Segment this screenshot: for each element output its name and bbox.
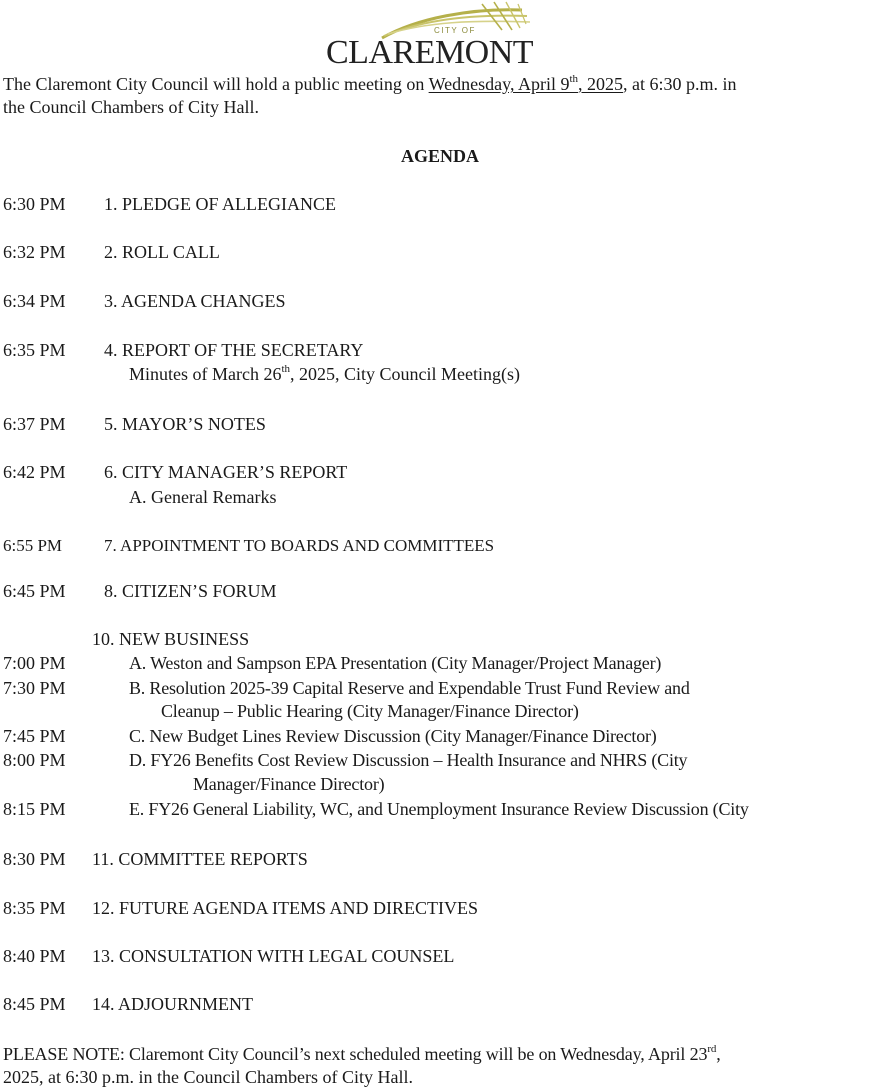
new-business-item: E. FY26 General Liability, WC, and Unemployment Insurance Review Discussion (City: [129, 799, 749, 819]
note-sup: rd: [707, 1043, 717, 1055]
item-time: 8:15 PM: [3, 799, 66, 819]
note-line-2: 2025, at 6:30 p.m. in the Council Chambers of City Hall.: [3, 1067, 413, 1087]
item-time: 8:35 PM: [3, 898, 66, 918]
agenda-item-label: 10. NEW BUSINESS: [92, 629, 250, 649]
new-business-item: B. Resolution 2025-39 Capital Reserve and Expendable Trust Fund Review and: [129, 678, 690, 698]
item-time: 6:30 PM: [3, 194, 66, 214]
agenda-title: AGENDA: [401, 146, 480, 166]
item-time: 6:37 PM: [3, 414, 66, 434]
item-time: 7:30 PM: [3, 678, 66, 698]
note-text-after: ,: [716, 1044, 721, 1064]
item-time: 7:00 PM: [3, 653, 66, 673]
item-time: 8:00 PM: [3, 750, 66, 770]
new-business-item-continued: Manager/Finance Director): [193, 774, 385, 794]
item-time: 7:45 PM: [3, 726, 66, 746]
agenda-item-label: 11. COMMITTEE REPORTS: [92, 849, 308, 869]
meeting-date: [429, 74, 623, 94]
agenda-item-label: 5. MAYOR’S NOTES: [104, 414, 266, 434]
item-time: 6:35 PM: [3, 340, 66, 360]
item-time: 6:45 PM: [3, 581, 66, 601]
agenda-subitem: A. General Remarks: [129, 487, 277, 507]
note-text: PLEASE NOTE: Claremont City Council’s next scheduled meeting will be on Wednesday, April 23: [3, 1044, 708, 1064]
subitem-text: Minutes of March 26: [129, 364, 282, 384]
item-time: 6:55 PM: [3, 536, 63, 555]
city-logo: [322, 0, 546, 72]
item-time: 6:34 PM: [3, 291, 66, 311]
agenda-item-label: 12. FUTURE AGENDA ITEMS AND DIRECTIVES: [92, 898, 479, 918]
note-line-1: [3, 1043, 721, 1065]
agenda-item-label: 2. ROLL CALL: [104, 242, 220, 262]
item-time: 6:32 PM: [3, 242, 66, 262]
item-time: 8:45 PM: [3, 994, 66, 1014]
agenda-subitem: [129, 363, 520, 385]
intro-line-1: [3, 73, 737, 95]
subitem-text-after: , 2025, City Council Meeting(s): [290, 364, 521, 384]
new-business-item: D. FY26 Benefits Cost Review Discussion – Health Insurance and NHRS (City: [129, 750, 688, 770]
meeting-date-main: Wednesday, April 9: [428, 74, 570, 94]
new-business-item-continued: Cleanup – Public Hearing (City Manager/Finance Director): [161, 701, 579, 721]
intro-text-before: The Claremont City Council will hold a public meeting on: [3, 74, 429, 94]
agenda-item-label: 1. PLEDGE OF ALLEGIANCE: [104, 194, 336, 214]
agenda-item-label: 7. APPOINTMENT TO BOARDS AND COMMITTEES: [104, 536, 495, 555]
subitem-sup: th: [281, 363, 291, 375]
agenda-item-label: 8. CITIZEN’S FORUM: [104, 581, 277, 601]
item-time: 8:40 PM: [3, 946, 66, 966]
agenda-item-label: 4. REPORT OF THE SECRETARY: [104, 340, 364, 360]
intro-text-after: , at 6:30 p.m. in: [623, 74, 737, 94]
meeting-date-sup: th: [569, 73, 579, 85]
new-business-item: A. Weston and Sampson EPA Presentation (City Manager/Project Manager): [129, 653, 662, 673]
logo-wordmark: CLAREMONT: [326, 34, 534, 71]
intro-line-2: the Council Chambers of City Hall.: [3, 97, 259, 117]
agenda-item-label: 3. AGENDA CHANGES: [104, 291, 286, 311]
logo-city-of: CITY OF: [434, 26, 476, 35]
agenda-item-label: 6. CITY MANAGER’S REPORT: [104, 462, 348, 482]
agenda-item-label: 14. ADJOURNMENT: [92, 994, 254, 1014]
new-business-item: C. New Budget Lines Review Discussion (City Manager/Finance Director): [129, 726, 657, 746]
item-time: 8:30 PM: [3, 849, 66, 869]
meeting-date-year: , 2025: [578, 74, 624, 94]
agenda-item-label: 13. CONSULTATION WITH LEGAL COUNSEL: [92, 946, 455, 966]
item-time: 6:42 PM: [3, 462, 66, 482]
